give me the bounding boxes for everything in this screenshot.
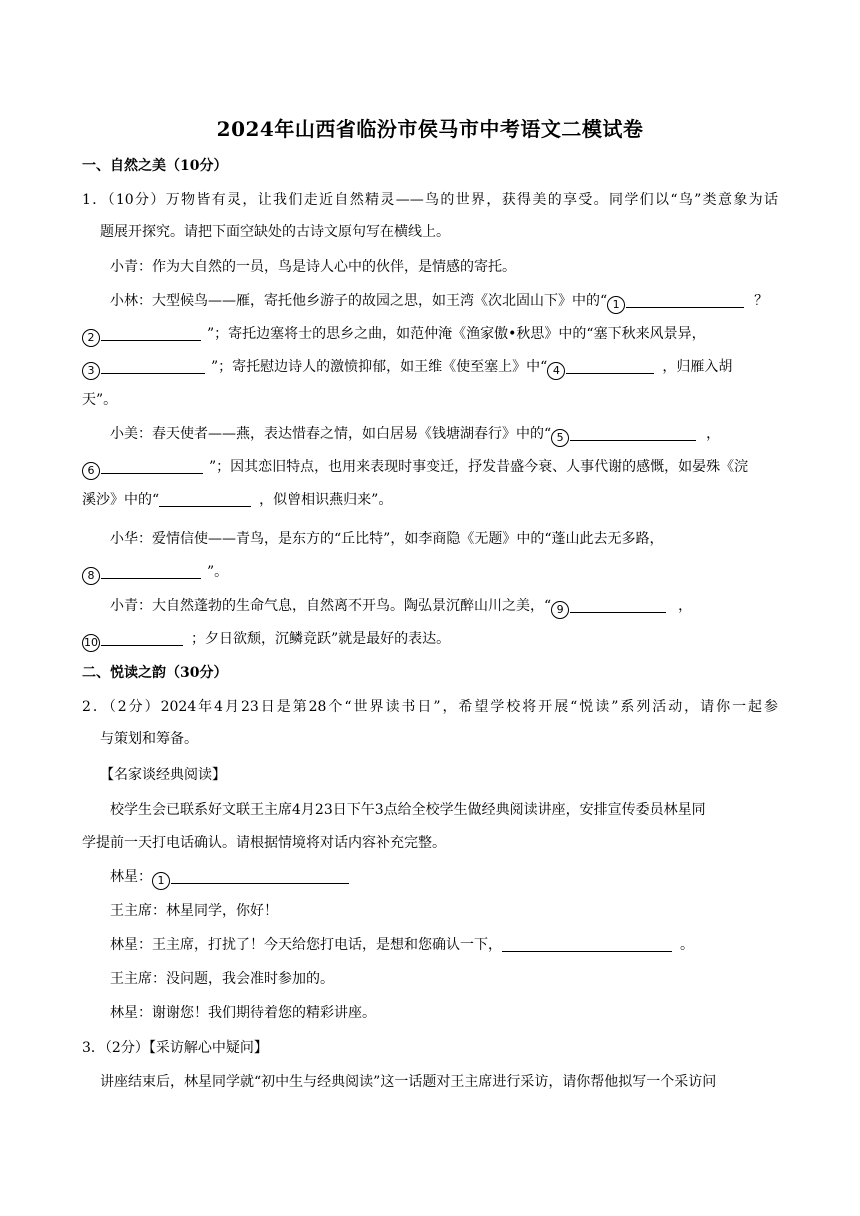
question-3-text: 3．（2分）【采访解心中疑问】 bbox=[82, 1040, 268, 1056]
dialogue-xiaoqing-1: 小青：作为大自然的一员，鸟是诗人心中的伙伴，是情感的寄托。 bbox=[110, 259, 516, 275]
blank-10[interactable] bbox=[101, 630, 183, 646]
dialogue-xiaoqing-2: 小青：大自然蓬勃的生命气息，自然离不开鸟。陶弘景沉醉山川之美，“ 9 ， bbox=[110, 596, 692, 619]
sub-heading-reading: 【名家谈经典阅读】 bbox=[100, 767, 226, 783]
dialogue-xiaohua-2: 8 ”。 bbox=[82, 562, 228, 585]
section-heading-1: 一、自然之美（10分） bbox=[82, 158, 228, 174]
dialogue-xiaomei-2: 6 ”；因其恋旧特点，也用来表现时事变迁，抒发昔盛今衰、人事代谢的感慨，如晏殊《浣 bbox=[82, 457, 748, 480]
dialogue-xiaolin-2: 2 ”；寄托边塞将士的思乡之曲，如范仲淹《渔家傲•秋思》中的“塞下秋来风景异， bbox=[82, 324, 706, 347]
blank-3[interactable] bbox=[101, 358, 205, 374]
blank-6[interactable] bbox=[101, 458, 203, 474]
blank-q2-2[interactable] bbox=[502, 936, 672, 952]
circled-number-8: 8 bbox=[82, 567, 100, 585]
exam-title: 2024年山西省临汾市侯马市中考语文二模试卷 bbox=[216, 117, 644, 141]
dialogue-xiaomei-3: 溪沙》中的“ ，似曾相识燕归来”。 bbox=[82, 492, 393, 508]
circled-number-10: 10 bbox=[82, 634, 100, 652]
blank-7[interactable] bbox=[159, 491, 251, 507]
blank-5[interactable] bbox=[570, 425, 696, 441]
circled-number-9: 9 bbox=[551, 601, 569, 619]
section-heading-2: 二、悦读之韵（30分） bbox=[82, 665, 228, 681]
dialogue-xiaomei-1: 小美：春天使者——燕，表达惜春之情，如白居易《钱塘湖春行》中的“ 5 ， bbox=[110, 424, 720, 447]
circled-number-3: 3 bbox=[82, 362, 100, 380]
blank-q2-1[interactable] bbox=[171, 868, 349, 884]
dialogue-wang-2: 王主席：没问题，我会准时参加的。 bbox=[110, 971, 334, 987]
dialogue-linxing-3: 林星：谢谢您！我们期待着您的精彩讲座。 bbox=[110, 1005, 376, 1021]
question-1-text: 1．（10分）万物皆有灵，让我们走近自然精灵——鸟的世界，获得美的享受。同学们以“鸟”类意象为话 bbox=[82, 192, 778, 208]
dialogue-linxing-1: 林星： 1 bbox=[110, 867, 349, 890]
paragraph-lecture-1: 校学生会已联系好文联王主席4月23日下午3点给全校学生做经典阅读讲座，安排宣传委员林星同 bbox=[110, 802, 706, 818]
circled-number-2: 2 bbox=[82, 329, 100, 347]
dialogue-linxing-2: 林星：王主席，打扰了！今天给您打电话，是想和您确认一下， 。 bbox=[110, 937, 694, 953]
circled-number-4: 4 bbox=[547, 362, 565, 380]
blank-8[interactable] bbox=[101, 563, 201, 579]
question-2-text: 2．（2分）2024年4月23日是第28个“世界读书日”，希望学校将开展“悦读”系列活动，请你一起参 bbox=[82, 699, 778, 715]
blank-9[interactable] bbox=[570, 597, 666, 613]
blank-1[interactable] bbox=[626, 292, 744, 308]
paragraph-interview: 讲座结束后，林星同学就“初中生与经典阅读”这一话题对王主席进行采访，请你帮他拟写一个采访问 bbox=[100, 1074, 717, 1090]
paragraph-lecture-2: 学提前一天打电话确认。请根据情境将对话内容补充完整。 bbox=[82, 835, 446, 851]
circled-number-6: 6 bbox=[82, 462, 100, 480]
dialogue-wang-1: 王主席：林星同学，你好！ bbox=[110, 903, 278, 919]
circled-number-5: 5 bbox=[551, 429, 569, 447]
blank-4[interactable] bbox=[566, 358, 654, 374]
dialogue-xiaolin-3: 3 ”；寄托慰边诗人的激愤抑郁，如王维《使至塞上》中“ 4 ，归雁入胡 bbox=[82, 357, 732, 380]
dialogue-xiaohua-1: 小华：爱情信使——青鸟，是东方的“丘比特”，如李商隐《无题》中的“蓬山此去无多路， bbox=[110, 531, 664, 547]
circled-number-1: 1 bbox=[607, 296, 625, 314]
dialogue-xiaolin-1: 小林：大型候鸟——雁，寄托他乡游子的故园之思，如王湾《次北固山下》中的“ 1 ？ bbox=[110, 291, 768, 314]
circled-number-1-q2: 1 bbox=[152, 872, 170, 890]
question-2-text-cont: 与策划和筹备。 bbox=[100, 731, 198, 747]
question-1-text-cont: 题展开探究。请把下面空缺处的古诗文原句写在横线上。 bbox=[100, 224, 450, 240]
blank-2[interactable] bbox=[101, 325, 201, 341]
dialogue-xiaolin-4: 天”。 bbox=[82, 392, 118, 408]
dialogue-xiaoqing-3: 10 ；夕日欲颓，沉鳞竞跃”就是最好的表达。 bbox=[82, 629, 450, 652]
